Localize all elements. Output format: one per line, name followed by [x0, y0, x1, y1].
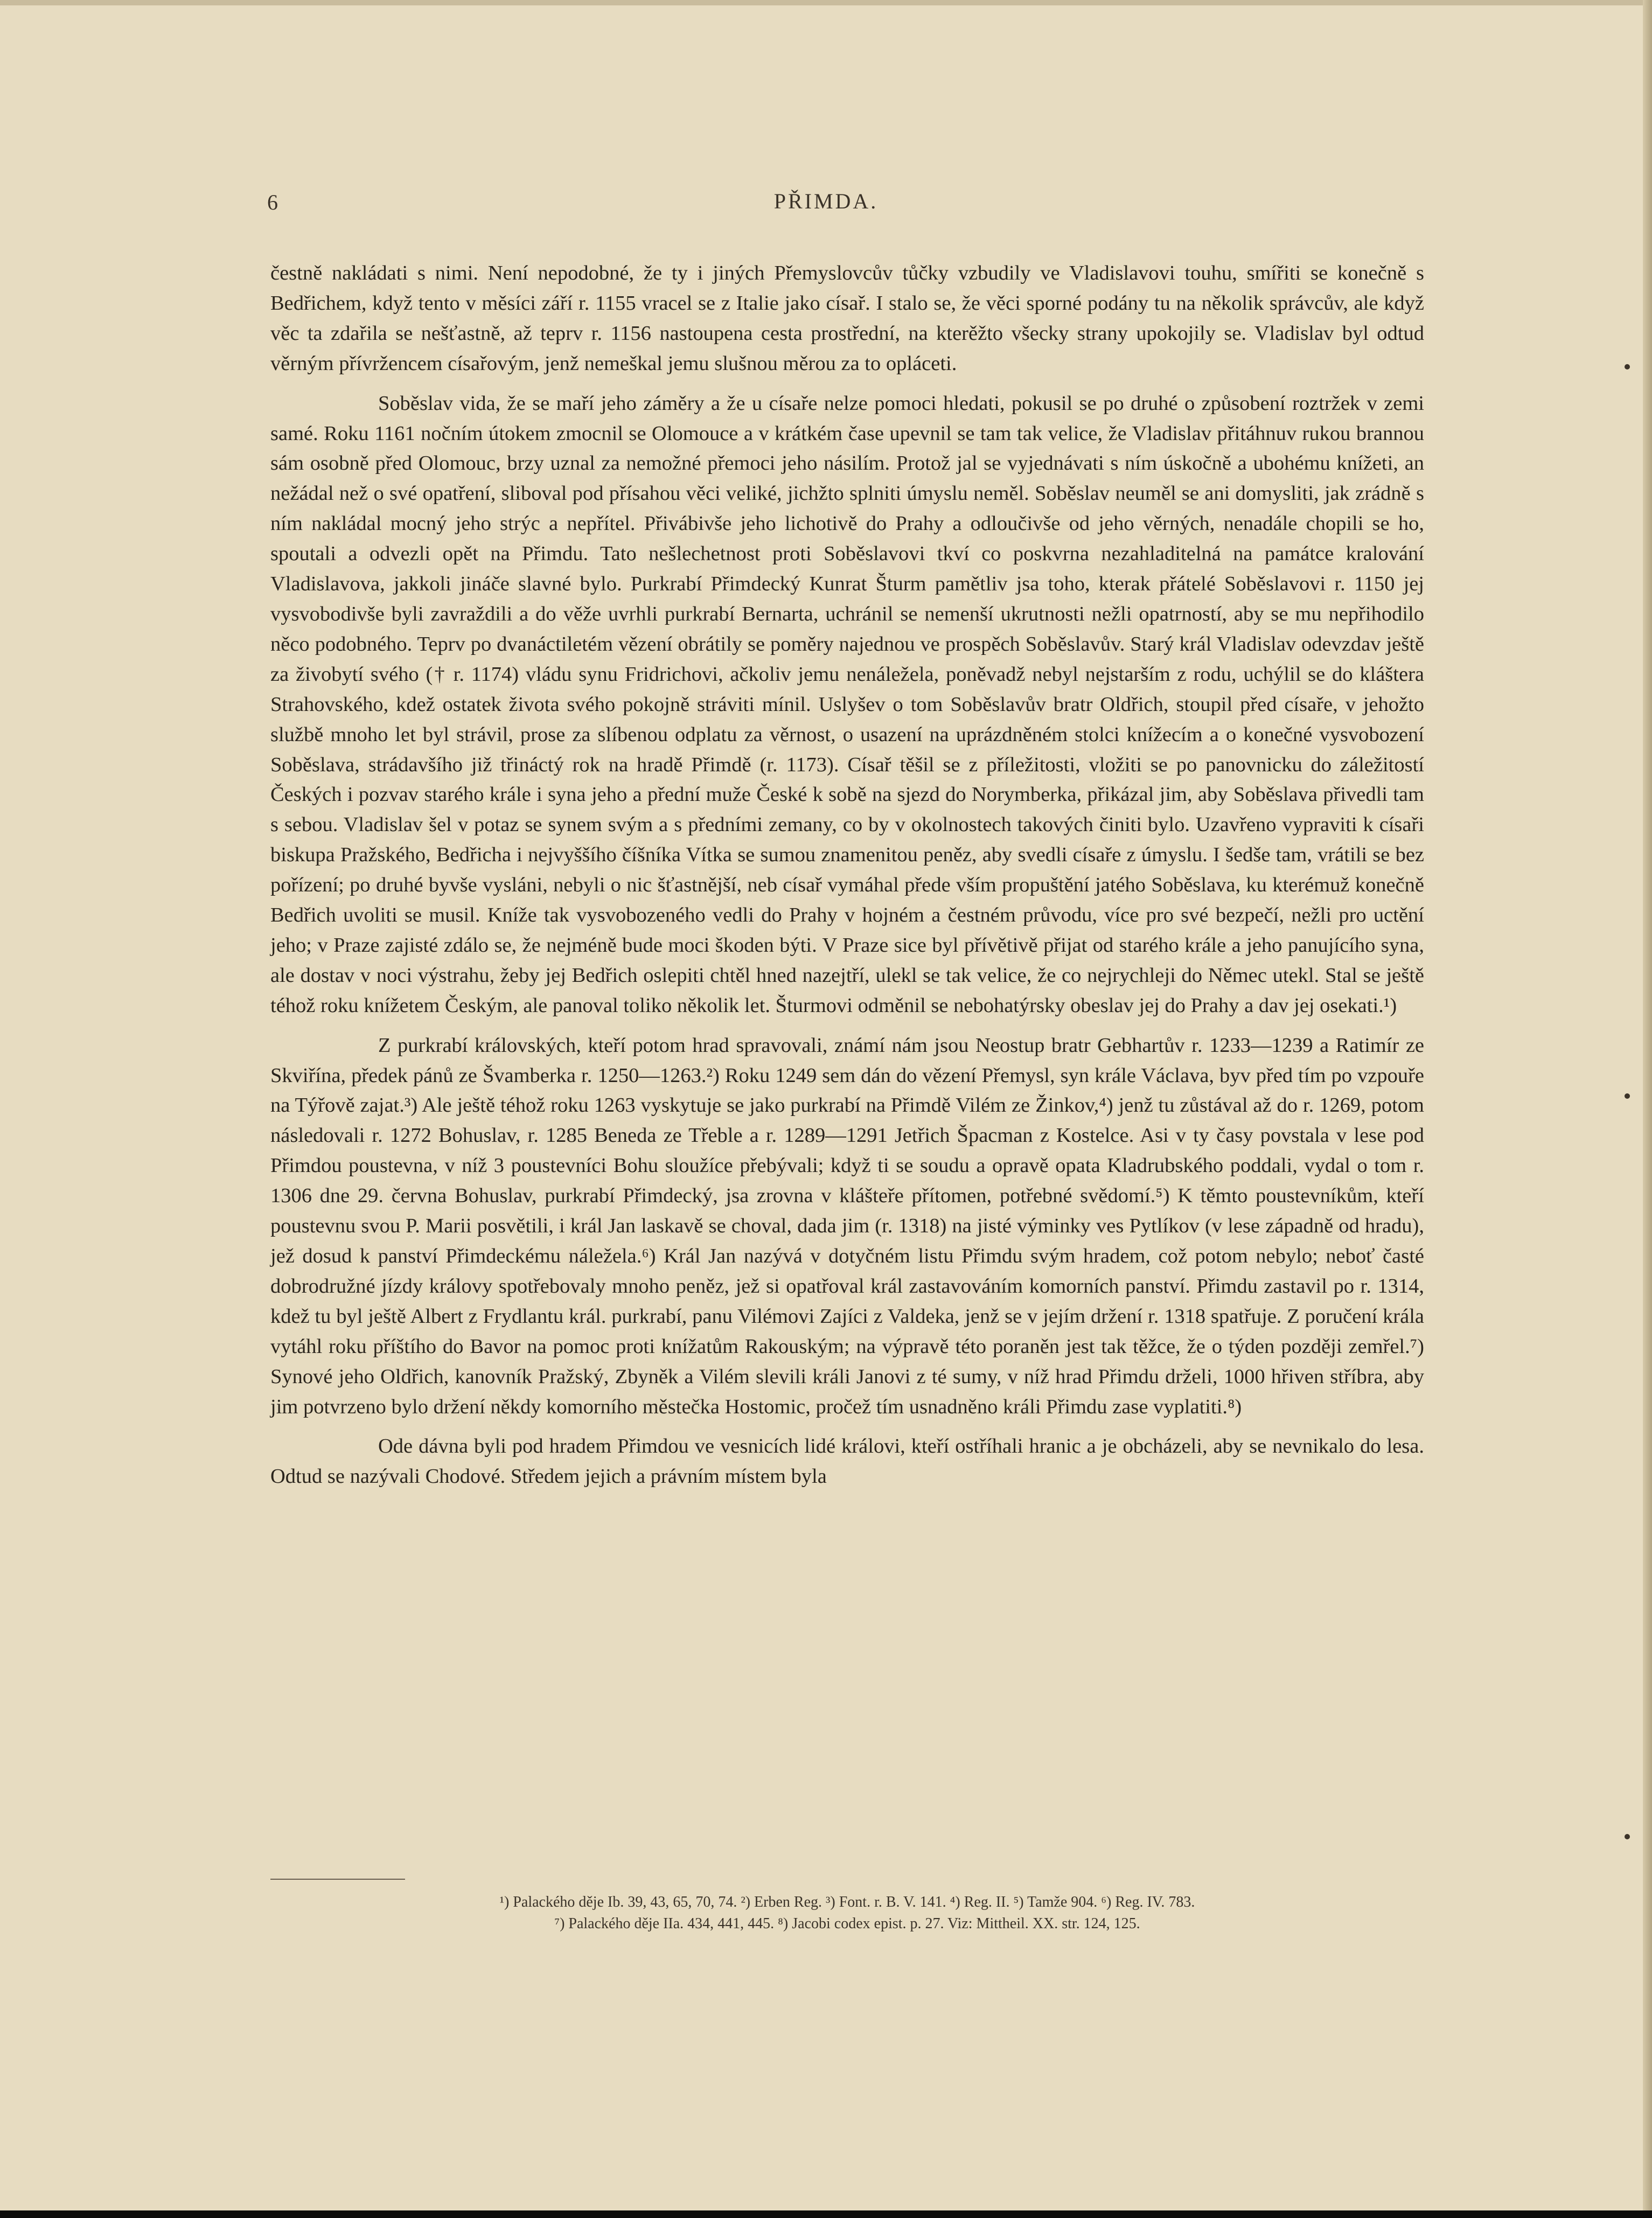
footnote-line-2: ⁷) Palackého děje IIa. 434, 441, 445. ⁸) Jacobi codex epist. p. 27. Viz: Mittheil. XX. str. 124, 125. — [554, 1915, 1140, 1932]
page-edge-bottom — [0, 2210, 1652, 2218]
paragraph-4: Ode dávna byli pod hradem Přimdou ve vesnicích lidé královi, kteří ostříhali hranic a je obcházeli, aby se nevnikalo do lesa. Odtud se nazývali Chodové. Středem jejich a právním místem byla — [270, 1435, 1424, 1488]
page-edge-right — [1643, 0, 1652, 2218]
footnotes — [270, 1892, 1424, 1935]
margin-mark — [1625, 1834, 1630, 1839]
body-text — [270, 259, 1424, 1492]
paragraph-3: Z purkrabí královských, kteří potom hrad spravovali, známí nám jsou Neostup bratr Gebhartův r. 1233—1239 a Ratimír ze Skviřína, předek pánů ze Švamberka r. 1250—1263.²) Roku 1249 sem dán do vězení Přemysl, syn krále Václava, byv před tím po vzpouře na Týřově zajat.³) Ale ještě téhož roku 1263 vyskytuje se jako purkrabí na Přimdě Vilém ze Žinkov,⁴) jenž tu zůstával až do r. 1269, potom následovali r. 1272 Bohuslav, r. 1285 Beneda ze Třeble a r. 1289—1291 Jetřich Špacman z Kostelce. Asi v ty časy povstala v lese pod Přimdou poustevna, v níž 3 poustevníci Bohu sloužíce přebývali; když ti se soudu a opravě opata Kladrubského poddali, vydal o tom r. 1306 dne 29. června Bohuslav, purkrabí Přimdecký, jsa zrovna v klášteře přítomen, potřebné svědomí.⁵) K těmto poustevníkům, kteří poustevnu svou P. Marii posvětili, i král Jan laskavě se choval, dada jim (r. 1318) na jisté výminky ves Pytlíkov (v lese západně od hradu), jež dosud k panství Přimdeckému náležela.⁶) Král Jan nazývá v dotyčném listu Přimdu svým hradem, což potom nebylo; neboť časté dobrodružné jízdy královy spotřebovaly mnoho peněz, jež si opatřoval král zastavováním komorních panství. Přimdu zastavil po r. 1314, kdež tu byl ještě Albert z Frydlantu král. purkrabí, panu Vilémovi Zajíci z Valdeka, jenž se v jejím držení r. 1318 spatřuje. Z poručení krála vytáhl roku příštího do Bavor na pomoc proti knížatům Rakouským; na výpravě této poraněn jest tak těžce, že o týden později zemřel.⁷) Synové jeho Oldřich, kanovník Pražský, Zbyněk a Vilém slevili králi Janovi z té sumy, v níž hrad Přimdu drželi, 1000 hřiven stříbra, aby jim potvrzeno bylo držení někdy komorního městečka Hostomic, pročež tím usnadněno králi Přimdu zase vyplatiti.⁸) — [270, 1034, 1424, 1418]
paragraph-2: Soběslav vida, že se maří jeho záměry a že u císaře nelze pomoci hledati, pokusil se po druhé o způsobení roztržek v zemi samé. Roku 1161 nočním útokem zmocnil se Olomouce a v krátkém čase upevnil se tam tak velice, že Vladislav přitáhnuv rukou brannou sám osobně před Olomouc, brzy uznal za nemožné přemoci jeho násilím. Protož jal se vyjednávati s ním úskočně a ubohému knížeti, an nežádal než o své opatření, sliboval pod přísahou věci veliké, jichžto splniti úmyslu neměl. Soběslav neuměl se ani domysliti, jak zrádně s ním nakládal mocný jeho strýc a nepřítel. Přivábivše jeho lichotivě do Prahy a odloučivše od jeho věrných, nenadále chopili se ho, spoutali a odvezli opět na Přimdu. Tato nešlechetnost proti Soběslavovi tkví co poskvrna nezahladitelná na památce kralování Vladislavova, jakkoli jináče slavné bylo. Purkrabí Přimdecký Kunrat Šturm pamětliv jsa toho, kterak přátelé Soběslavovi r. 1150 jej vysvobodivše byli zavraždili a do věže uvrhli purkrabí Bernarta, uchránil se nemenší ukrutnosti nežli opatrností, aby se mu nepřihodilo něco podobného. Teprv po dvanáctiletém vězení obrátily se poměry najednou ve prospěch Soběslavův. Starý král Vladislav odevzdav ještě za živobytí svého († r. 1174) vládu synu Fridrichovi, ačkoliv jemu nenáležela, poněvadž nebyl nejstarším z rodu, uchýlil se do kláštera Strahovského, kdež ostatek života svého pokojně stráviti mínil. Uslyšev o tom Soběslavův bratr Oldřich, stoupil před císaře, v jehožto službě mnoho let byl strávil, prose za slíbenou odplatu za věrnost, o usazení na uprázdněném stolci knížecím a o konečné vysvobození Soběslava, strádavšího již třináctý rok na hradě Přimdě (r. 1173). Císař těšil se z příležitosti, vložiti se po panovnicku do záležitostí Českých i pozvav starého krále i syna jeho a přední muže České k sobě na sjezd do Norymberka, přikázal jim, aby Soběslava přivedli tam s sebou. Vladislav šel v potaz se synem svým a s předními zemany, co by v okolnostech takových činiti bylo. Uzavřeno vypraviti k císaři biskupa Pražského, Bedřicha i nejvyššího číšníka Vítka se sumou znamenitou peněz, aby svedli císaře z úmyslu. I šedše tam, vrátili se bez pořízení; po druhé byvše vysláni, nebyli o nic šťastnější, neb císař vymáhal přede vším propuštění jatého Soběslava, ku kterémuž konečně Bedřich uvoliti se musil. Kníže tak vysvobozeného vedli do Prahy v hojném a čestném průvodu, více pro své bezpečí, nežli pro uctění jeho; v Praze zajisté zdálo se, že nejméně bude moci škoden býti. V Praze sice byl přívětivě přijat od starého krále a jeho panujícího syna, ale dostav v noci výstrahu, žeby jej Bedřich oslepiti chtěl hned nazejtří, ulekl se tak velice, že co nejrychleji do Němec utekl. Stal se ještě téhož roku knížetem Českým, ale panoval toliko několik let. Šturmovi odměnil se nebohatýrsky obeslav jej do Prahy a dav jej osekati.¹) — [270, 392, 1424, 1017]
page-edge-top — [0, 0, 1652, 5]
footnote-rule — [270, 1879, 405, 1880]
margin-mark — [1625, 1093, 1630, 1099]
running-title: PŘIMDA. — [773, 189, 879, 213]
paragraph-1: čestně nakládati s nimi. Není nepodobné, že ty i jiných Přemyslovcův tůčky vzbudily ve Vladislavovi touhu, smířiti se konečně s Bedřichem, když tento v měsíci září r. 1155 vracel se z Italie jako císař. I stalo se, že věci sporné podány tu na několik správcův, ale když věc ta zdařila se nešťastně, až teprv r. 1156 nastoupena cesta prostřední, na kterěžto všecky strany upokojily se. Vladislav byl odtud věrným přívržencem císařovým, jenž nemeškal jemu slušnou měrou za to opláceti. — [270, 262, 1424, 375]
footnote-line-1: ¹) Palackého děje Ib. 39, 43, 65, 70, 74. ²) Erben Reg. ³) Font. r. B. V. 141. ⁴) Reg. II. ⁵) Tamže 904. ⁶) Reg. IV. 783. — [499, 1894, 1195, 1910]
page-number: 6 — [267, 190, 278, 214]
margin-mark — [1625, 364, 1630, 369]
